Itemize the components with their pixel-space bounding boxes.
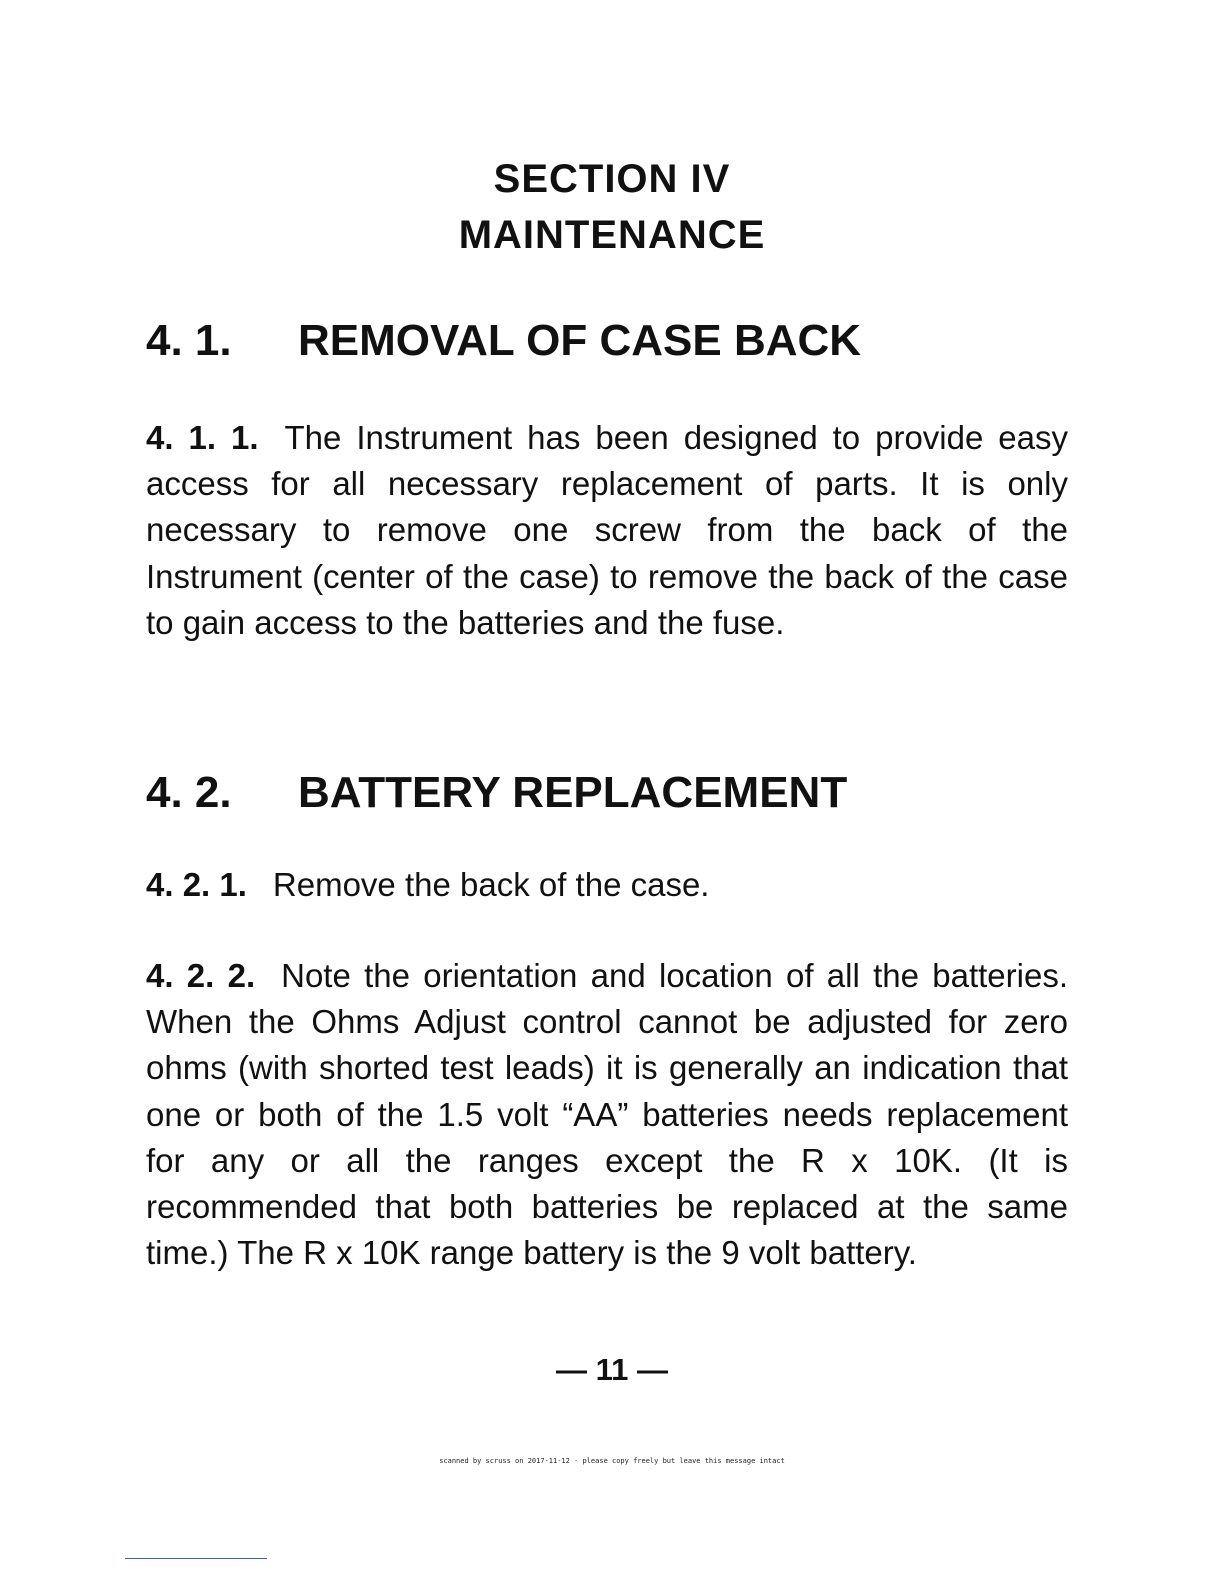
paragraph-number: 4. 2. 1. <box>146 866 247 903</box>
paragraph-text: Remove the back of the case. <box>272 866 710 903</box>
paragraph-4-2-1 <box>146 862 1068 908</box>
heading-number: 4. 2. <box>146 768 232 817</box>
paragraph-4-2-2 <box>146 953 1068 1276</box>
paragraph-number: 4. 1. 1. <box>146 419 259 456</box>
scan-note: scanned by scruss on 2017-11-12 - please copy freely but leave this message intact <box>439 1457 785 1465</box>
section-subtitle: MAINTENANCE <box>458 213 766 257</box>
paragraph-4-1-1 <box>146 415 1068 646</box>
footnote-rule <box>125 1558 267 1559</box>
page-number: — 11 — <box>556 1352 668 1387</box>
heading-text: BATTERY REPLACEMENT <box>298 768 848 817</box>
heading-number: 4. 1. <box>146 316 232 365</box>
paragraph-text: Note the orientation and location of all the batteries. When the Ohms Adjust control cannot be adjusted for zero ohms (with shorted test leads) it is generally an indication that one or both of the 1.5 volt “AA” batteries needs replacement for any or all the ranges except the R x 10K. (It is recommended that both batteries be replaced at the same time.) The R x 10K range battery is the 9 volt battery. <box>146 957 1068 1272</box>
heading-text: REMOVAL OF CASE BACK <box>298 316 862 365</box>
paragraph-text: The Instrument has been designed to provide easy access for all necessary replacement of parts. It is only necessary to remove one screw from the back of the Instrument (center of the case) to remove the back of the case to gain access to the batteries and the fuse. <box>146 419 1069 641</box>
heading-removal-of-case-back <box>146 316 1086 366</box>
heading-battery-replacement <box>146 768 1086 818</box>
paragraph-number: 4. 2. 2. <box>146 957 256 994</box>
section-title: SECTION IV <box>493 157 731 201</box>
